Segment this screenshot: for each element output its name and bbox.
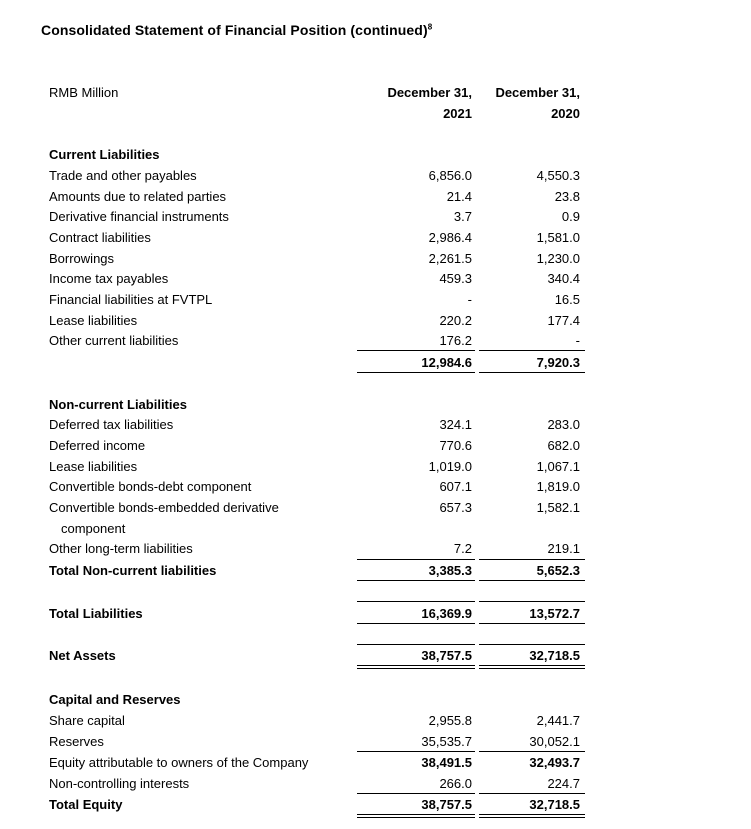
row-value-2021: 607.1 [439, 479, 472, 494]
row-value-2020: 4,550.3 [536, 168, 580, 183]
row-label: Reserves [49, 734, 104, 749]
row-label: Non-controlling interests [49, 776, 190, 791]
net-assets-label: Net Assets [49, 648, 116, 663]
row-value-2020: 283.0 [547, 417, 580, 432]
section-heading-non-current-liabilities: Non-current Liabilities [49, 397, 187, 412]
row-value-2021: 7.2 [453, 541, 472, 556]
total-liabilities-2020: 13,572.7 [529, 606, 580, 621]
row-value-2020: 23.8 [554, 189, 580, 204]
row-label: Lease liabilities [49, 313, 138, 328]
row-value-2021: 1,019.0 [428, 459, 472, 474]
row-value-2021: 459.3 [439, 271, 472, 286]
net-assets-top-rule [479, 644, 585, 645]
row-label: Lease liabilities [49, 459, 138, 474]
subtotal-rule [479, 751, 585, 752]
row-label: Contract liabilities [49, 230, 151, 245]
subtotal-rule [357, 559, 475, 560]
row-label: Equity attributable to owners of the Company [49, 755, 309, 770]
row-label: Share capital [49, 713, 125, 728]
title-footnote-marker: 8 [427, 22, 433, 32]
row-value-2021: 324.1 [439, 417, 472, 432]
row-label: Convertible bonds-embedded derivative [49, 500, 279, 515]
row-value-2020: 1,067.1 [536, 459, 580, 474]
row-value-2021: 266.0 [439, 776, 472, 791]
total-liabilities-top-rule [479, 601, 585, 602]
total-liabilities-top-rule [357, 601, 475, 602]
row-value-2020: 1,582.1 [536, 500, 580, 515]
non-current-liabilities-total-2021: 3,385.3 [428, 563, 472, 578]
row-value-2021: 2,986.4 [428, 230, 472, 245]
row-value-2020: 224.7 [547, 776, 580, 791]
row-label: Deferred income [49, 438, 146, 453]
row-value-2021: 6,856.0 [428, 168, 472, 183]
net-assets-2021: 38,757.5 [421, 648, 472, 663]
column-header-2020-line2: 2020 [551, 106, 580, 121]
section-heading-capital-and-reserves: Capital and Reserves [49, 692, 181, 707]
total-liabilities-bottom-rule [479, 623, 585, 624]
subtotal-rule [479, 350, 585, 351]
row-label: Derivative financial instruments [49, 209, 229, 224]
current-liabilities-total-2020: 7,920.3 [536, 355, 580, 370]
row-label: Financial liabilities at FVTPL [49, 292, 213, 307]
subtotal-rule [357, 350, 475, 351]
subtotal-rule [479, 559, 585, 560]
title-text: Consolidated Statement of Financial Position (continued) [41, 22, 428, 38]
row-label: Amounts due to related parties [49, 189, 227, 204]
row-value-2021: 3.7 [453, 209, 472, 224]
net-assets-double-rule [357, 668, 475, 669]
row-value-2020: 32,493.7 [529, 755, 580, 770]
row-label: Trade and other payables [49, 168, 197, 183]
row-label-continuation: component [61, 521, 126, 536]
row-value-2020: 682.0 [547, 438, 580, 453]
net-assets-double-rule [479, 668, 585, 669]
total-rule [479, 580, 585, 581]
row-value-2021: - [467, 292, 472, 307]
net-assets-double-rule [479, 665, 585, 666]
total-liabilities-bottom-rule [357, 623, 475, 624]
total-rule [479, 372, 585, 373]
row-label: Convertible bonds-debt component [49, 479, 252, 494]
total-equity-double-rule [357, 817, 475, 818]
row-value-2020: 177.4 [547, 313, 580, 328]
row-label: Other current liabilities [49, 333, 179, 348]
total-liabilities-label: Total Liabilities [49, 606, 143, 621]
total-rule [357, 580, 475, 581]
total-equity-label: Total Equity [49, 797, 123, 812]
total-liabilities-2021: 16,369.9 [421, 606, 472, 621]
row-value-2020: 1,230.0 [536, 251, 580, 266]
column-header-2021-line2: 2021 [443, 106, 472, 121]
row-label: Other long-term liabilities [49, 541, 193, 556]
row-value-2021: 220.2 [439, 313, 472, 328]
row-value-2020: 1,819.0 [536, 479, 580, 494]
row-value-2021: 2,955.8 [428, 713, 472, 728]
row-value-2021: 21.4 [446, 189, 472, 204]
column-header-2020-line1: December 31, [495, 85, 580, 100]
row-value-2020: 219.1 [547, 541, 580, 556]
row-label: Income tax payables [49, 271, 169, 286]
row-value-2020: 30,052.1 [529, 734, 580, 749]
row-label: Borrowings [49, 251, 115, 266]
row-value-2020: - [575, 333, 580, 348]
section-heading-current-liabilities: Current Liabilities [49, 147, 160, 162]
subtotal-rule [357, 793, 475, 794]
row-value-2021: 2,261.5 [428, 251, 472, 266]
total-rule [357, 372, 475, 373]
unit-label: RMB Million [49, 85, 119, 100]
net-assets-2020: 32,718.5 [529, 648, 580, 663]
column-header-2021-line1: December 31, [387, 85, 472, 100]
subtotal-rule [357, 751, 475, 752]
non-current-liabilities-total-2020: 5,652.3 [536, 563, 580, 578]
total-equity-2021: 38,757.5 [421, 797, 472, 812]
current-liabilities-total-2021: 12,984.6 [421, 355, 472, 370]
subtotal-rule [479, 793, 585, 794]
total-equity-double-rule [479, 814, 585, 815]
page-title [41, 22, 432, 38]
row-value-2021: 38,491.5 [421, 755, 472, 770]
net-assets-double-rule [357, 665, 475, 666]
total-equity-2020: 32,718.5 [529, 797, 580, 812]
row-value-2021: 176.2 [439, 333, 472, 348]
total-equity-double-rule [357, 814, 475, 815]
row-value-2021: 657.3 [439, 500, 472, 515]
row-label: Deferred tax liabilities [49, 417, 174, 432]
row-value-2020: 1,581.0 [536, 230, 580, 245]
net-assets-top-rule [357, 644, 475, 645]
row-value-2021: 770.6 [439, 438, 472, 453]
row-value-2020: 340.4 [547, 271, 580, 286]
row-value-2021: 35,535.7 [421, 734, 472, 749]
non-current-total-label: Total Non-current liabilities [49, 563, 217, 578]
row-value-2020: 16.5 [554, 292, 580, 307]
row-value-2020: 2,441.7 [536, 713, 580, 728]
total-equity-double-rule [479, 817, 585, 818]
row-value-2020: 0.9 [561, 209, 580, 224]
